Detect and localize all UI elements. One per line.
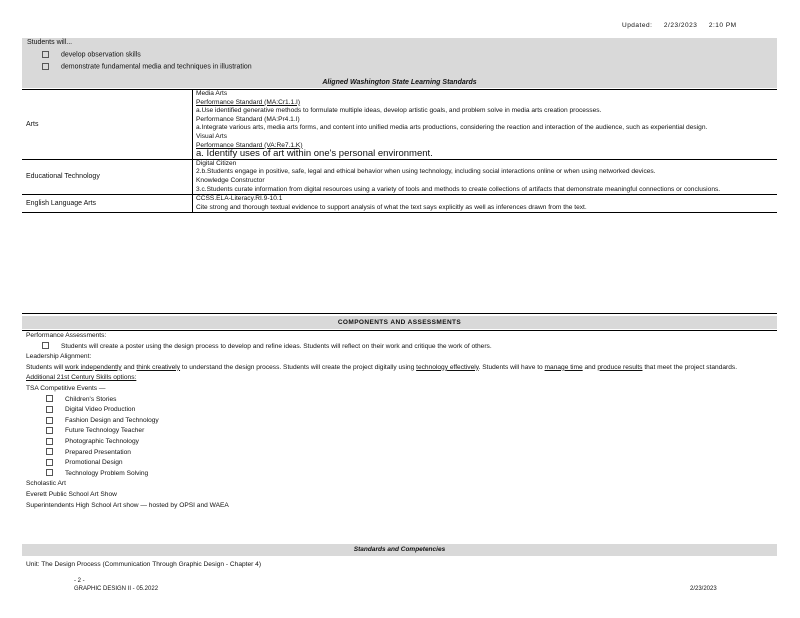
aligned-standards-header: Aligned Washington State Learning Standards — [22, 77, 777, 88]
objective-item: develop observation skills — [42, 51, 141, 58]
standard-line: Performance Standard (VA:Re7.1.K) — [196, 141, 303, 149]
ela-standards — [193, 195, 778, 213]
standard-line: Performance Standard (MA:Pr4.1.I) — [196, 115, 300, 123]
standard-line: Media Arts — [196, 90, 228, 97]
students-objectives — [22, 38, 777, 77]
standard-line: 3.c.Students curate information from digital resources using a variety of tools and methods to create collections of artifacts that demonstrate meaningful connections or conclusions. — [196, 185, 721, 193]
standard-line: Cite strong and thorough textual evidence to support analysis of what the text says explicitly as well as inferences drawn from the text. — [196, 203, 587, 211]
footer-date: 2/23/2023 — [690, 586, 717, 592]
standard-line: CCSS.ELA-Literacy.RI.9-10.1 — [196, 195, 283, 203]
updated-stamp — [622, 22, 737, 29]
standards-competencies-header: Standards and Competencies — [22, 544, 777, 556]
checkbox-icon — [42, 51, 49, 58]
standard-line: a.Integrate various arts, media arts forms, and content into unified media arts productions, considering the reaction and interaction of the audience, such as experiential design. — [196, 124, 708, 132]
standard-line: Visual Arts — [196, 132, 228, 140]
leadership-text: Students will work independently and think creatively to understand the design process. Students will create the project digitally using technology effectively. Students will have to manage time and produce results that meet the project standards. — [26, 363, 738, 371]
arts-standards — [193, 90, 778, 160]
checkbox-icon — [46, 417, 53, 424]
checkbox-icon — [46, 406, 53, 413]
table-row — [22, 195, 777, 213]
tsa-event: Prepared Presentation — [26, 448, 771, 459]
subject-ela: English Language Arts — [22, 195, 193, 213]
checkbox-icon — [42, 63, 49, 70]
standard-line: 2.b.Students engage in positive, safe, legal and ethical behavior when using technology, including social interactions online or when using networked devices. — [196, 168, 656, 176]
objective-item: demonstrate fundamental media and techniques in illustration — [42, 63, 252, 70]
tsa-event: Digital Video Production — [26, 405, 771, 416]
checkbox-icon — [46, 395, 53, 402]
checkbox-icon — [46, 438, 53, 445]
tsa-event: Future Technology Teacher — [26, 426, 771, 437]
divider — [22, 313, 777, 314]
tsa-event: Photographic Technology — [26, 437, 771, 448]
standard-line: Knowledge Constructor — [196, 176, 265, 184]
footer-course: GRAPHIC DESIGN II - 05.2022 — [74, 586, 159, 592]
other-event: Superintendents High School Art show — hosted by OPSI and WAEA — [26, 501, 229, 509]
checkbox-icon — [42, 342, 49, 349]
table-row — [22, 159, 777, 194]
tsa-label: TSA Competitive Events — — [26, 384, 106, 392]
checkbox-icon — [46, 459, 53, 466]
standard-line: a. Identify uses of art within one's personal environment. — [196, 148, 433, 160]
edtech-standards — [193, 159, 778, 194]
additional-skills: Additional 21st Century Skills options: — [26, 374, 137, 382]
checkbox-icon — [46, 427, 53, 434]
other-event: Everett Public School Art Show — [26, 490, 117, 498]
subject-edtech: Educational Technology — [22, 159, 193, 194]
other-event: Scholastic Art — [26, 480, 66, 488]
components-body — [26, 331, 771, 511]
tsa-event: Technology Problem Solving — [26, 469, 771, 480]
standard-line: a.Use identified generative methods to formulate multiple ideas, develop artistic goals, and problem solve in media arts creation processes. — [196, 107, 602, 115]
checkbox-icon — [46, 469, 53, 476]
page-number: - 2 - — [74, 578, 85, 584]
checkbox-icon — [46, 448, 53, 455]
subject-arts: Arts — [22, 90, 193, 160]
tsa-event: Promotional Design — [26, 458, 771, 469]
tsa-event: Fashion Design and Technology — [26, 416, 771, 427]
leadership-label: Leadership Alignment: — [26, 353, 92, 361]
performance-label: Performance Assessments: — [26, 332, 107, 339]
standard-line: Performance Standard (MA:Cr1.1.I) — [196, 98, 301, 106]
students-intro: Students will... — [27, 39, 73, 46]
unit-title: Unit: The Design Process (Communication Through Graphic Design - Chapter 4) — [26, 561, 262, 568]
components-header: COMPONENTS AND ASSESSMENTS — [22, 316, 777, 329]
updated-date: 2/23/2023 — [663, 22, 698, 29]
performance-text: Students will create a poster using the design process to develop and refine ideas. Students will reflect on their work and critique the work of others. — [26, 342, 771, 353]
updated-time: 2:10 PM — [708, 22, 737, 29]
updated-label: Updated: — [622, 22, 653, 29]
standards-table — [22, 89, 777, 213]
tsa-event: Children's Stories — [26, 395, 771, 406]
standard-line: Digital Citizen — [196, 159, 237, 167]
table-row — [22, 90, 777, 160]
